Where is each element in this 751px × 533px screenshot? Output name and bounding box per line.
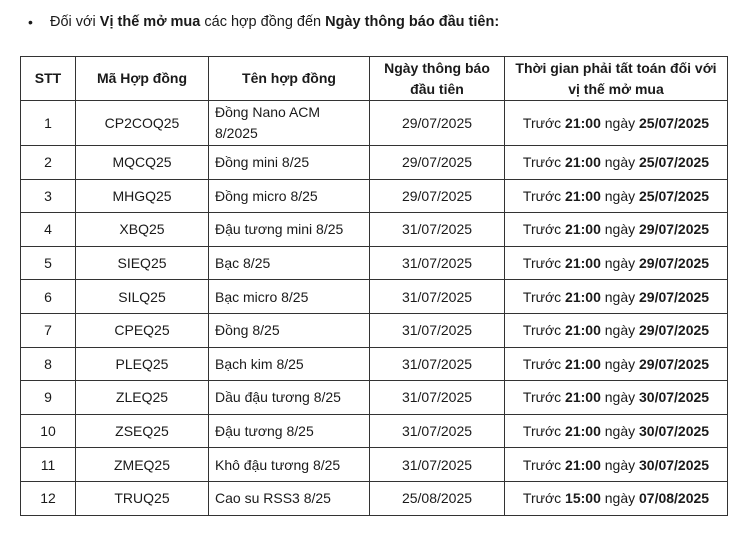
cell-stt: 1: [21, 101, 76, 146]
table-row: [21, 146, 728, 180]
settlement-mid: ngày: [600, 423, 639, 440]
settlement-hour: 15:00: [565, 490, 601, 507]
settlement-mid: ngày: [600, 456, 639, 473]
cell-contract-code: PLEQ25: [76, 347, 209, 381]
header-contract-name: Tên hợp đồng: [209, 57, 370, 101]
settlement-prefix: Trước: [522, 187, 566, 204]
settlement-date: 29/07/2025: [639, 355, 710, 372]
header-stt: STT: [21, 57, 76, 101]
cell-stt: 6: [21, 280, 76, 314]
settlement-date: 30/07/2025: [639, 423, 710, 440]
cell-contract-code: MQCQ25: [76, 146, 209, 180]
table-row: [21, 481, 728, 515]
cell-stt: 3: [21, 179, 76, 213]
cell-stt: 9: [21, 381, 76, 415]
settlement-mid: ngày: [600, 490, 639, 507]
intro-part2: các hợp đồng đến: [200, 14, 326, 30]
settlement-hour: 21:00: [565, 187, 601, 204]
settlement-prefix: Trước: [522, 114, 566, 131]
intro-line: [28, 12, 500, 32]
settlement-prefix: Trước: [522, 322, 566, 339]
cell-contract-code: ZLEQ25: [76, 381, 209, 415]
cell-contract-name: Cao su RSS3 8/25: [209, 481, 370, 515]
bullet-icon: •: [28, 14, 33, 30]
cell-first-notice-date: 31/07/2025: [370, 246, 505, 280]
cell-contract-code: SILQ25: [76, 280, 209, 314]
cell-settlement-time: [505, 179, 728, 213]
intro-part1: Đối với: [50, 14, 100, 30]
table-header-row: [21, 57, 728, 101]
cell-settlement-time: [505, 414, 728, 448]
cell-first-notice-date: 31/07/2025: [370, 448, 505, 482]
cell-contract-name: Đồng 8/25: [209, 313, 370, 347]
cell-stt: 11: [21, 448, 76, 482]
settlement-hour: 21:00: [565, 456, 601, 473]
cell-settlement-time: [505, 246, 728, 280]
cell-settlement-time: [505, 213, 728, 247]
settlement-hour: 21:00: [565, 355, 601, 372]
settlement-hour: 21:00: [565, 221, 601, 238]
cell-contract-code: ZMEQ25: [76, 448, 209, 482]
settlement-hour: 21:00: [565, 154, 601, 171]
settlement-date: 25/07/2025: [639, 114, 710, 131]
contracts-table: [20, 56, 728, 516]
settlement-prefix: Trước: [522, 490, 566, 507]
cell-contract-name: Khô đậu tương 8/25: [209, 448, 370, 482]
cell-contract-name: Đồng mini 8/25: [209, 146, 370, 180]
settlement-date: 25/07/2025: [639, 154, 710, 171]
cell-settlement-time: [505, 481, 728, 515]
table-row: [21, 347, 728, 381]
cell-first-notice-date: 31/07/2025: [370, 280, 505, 314]
settlement-date: 30/07/2025: [639, 389, 710, 406]
cell-first-notice-date: 31/07/2025: [370, 347, 505, 381]
settlement-prefix: Trước: [522, 456, 566, 473]
cell-stt: 12: [21, 481, 76, 515]
cell-contract-code: ZSEQ25: [76, 414, 209, 448]
cell-first-notice-date: 31/07/2025: [370, 313, 505, 347]
cell-contract-name: Đồng micro 8/25: [209, 179, 370, 213]
cell-contract-name: Đậu tương 8/25: [209, 414, 370, 448]
cell-stt: 2: [21, 146, 76, 180]
cell-stt: 8: [21, 347, 76, 381]
cell-contract-code: XBQ25: [76, 213, 209, 247]
cell-contract-name: Bạch kim 8/25: [209, 347, 370, 381]
settlement-mid: ngày: [600, 221, 639, 238]
cell-first-notice-date: 31/07/2025: [370, 381, 505, 415]
cell-contract-code: MHGQ25: [76, 179, 209, 213]
settlement-prefix: Trước: [522, 154, 566, 171]
settlement-hour: 21:00: [565, 255, 601, 272]
cell-contract-code: TRUQ25: [76, 481, 209, 515]
cell-first-notice-date: 31/07/2025: [370, 414, 505, 448]
cell-first-notice-date: 29/07/2025: [370, 146, 505, 180]
cell-contract-name: Đồng Nano ACM 8/2025: [209, 101, 370, 146]
settlement-hour: 21:00: [565, 389, 601, 406]
table-row: [21, 213, 728, 247]
cell-settlement-time: [505, 280, 728, 314]
cell-contract-name: Bạc micro 8/25: [209, 280, 370, 314]
settlement-prefix: Trước: [522, 389, 566, 406]
table-row: [21, 381, 728, 415]
table-row: [21, 414, 728, 448]
settlement-date: 25/07/2025: [639, 187, 710, 204]
settlement-mid: ngày: [600, 355, 639, 372]
settlement-mid: ngày: [600, 154, 639, 171]
cell-contract-code: CP2COQ25: [76, 101, 209, 146]
settlement-prefix: Trước: [522, 355, 566, 372]
intro-bold-date: Ngày thông báo đầu tiên:: [325, 14, 500, 30]
cell-first-notice-date: 29/07/2025: [370, 179, 505, 213]
intro-text: [36, 14, 499, 30]
settlement-date: 29/07/2025: [639, 255, 710, 272]
settlement-mid: ngày: [600, 288, 639, 305]
settlement-date: 30/07/2025: [639, 456, 710, 473]
settlement-mid: ngày: [600, 187, 639, 204]
cell-contract-name: Dầu đậu tương 8/25: [209, 381, 370, 415]
cell-stt: 10: [21, 414, 76, 448]
settlement-hour: 21:00: [565, 423, 601, 440]
table-row: [21, 448, 728, 482]
settlement-prefix: Trước: [522, 423, 566, 440]
table-row: [21, 313, 728, 347]
settlement-mid: ngày: [600, 389, 639, 406]
settlement-prefix: Trước: [522, 255, 566, 272]
settlement-date: 29/07/2025: [639, 288, 710, 305]
settlement-hour: 21:00: [565, 322, 601, 339]
cell-stt: 5: [21, 246, 76, 280]
cell-first-notice-date: 31/07/2025: [370, 213, 505, 247]
settlement-prefix: Trước: [522, 288, 566, 305]
cell-stt: 7: [21, 313, 76, 347]
cell-settlement-time: [505, 347, 728, 381]
settlement-mid: ngày: [600, 255, 639, 272]
settlement-date: 07/08/2025: [639, 490, 710, 507]
table-row: [21, 179, 728, 213]
table-row: [21, 246, 728, 280]
settlement-date: 29/07/2025: [639, 221, 710, 238]
cell-contract-code: CPEQ25: [76, 313, 209, 347]
cell-contract-code: SIEQ25: [76, 246, 209, 280]
settlement-prefix: Trước: [522, 221, 566, 238]
cell-first-notice-date: 29/07/2025: [370, 101, 505, 146]
cell-settlement-time: [505, 101, 728, 146]
cell-settlement-time: [505, 381, 728, 415]
header-contract-code: Mã Hợp đồng: [76, 57, 209, 101]
cell-contract-name: Bạc 8/25: [209, 246, 370, 280]
cell-first-notice-date: 25/08/2025: [370, 481, 505, 515]
cell-stt: 4: [21, 213, 76, 247]
cell-settlement-time: [505, 146, 728, 180]
table-row: [21, 101, 728, 146]
table-body: [21, 101, 728, 516]
settlement-hour: 21:00: [565, 114, 601, 131]
settlement-mid: ngày: [600, 114, 639, 131]
intro-bold-position: Vị thế mở mua: [99, 14, 201, 30]
header-first-notice-date: Ngày thông báo đầu tiên: [370, 57, 505, 101]
settlement-hour: 21:00: [565, 288, 601, 305]
settlement-mid: ngày: [600, 322, 639, 339]
cell-settlement-time: [505, 313, 728, 347]
header-settlement-time: Thời gian phải tất toán đối với vị thế mở mua: [505, 57, 728, 101]
settlement-date: 29/07/2025: [639, 322, 710, 339]
cell-settlement-time: [505, 448, 728, 482]
table-row: [21, 280, 728, 314]
cell-contract-name: Đậu tương mini 8/25: [209, 213, 370, 247]
